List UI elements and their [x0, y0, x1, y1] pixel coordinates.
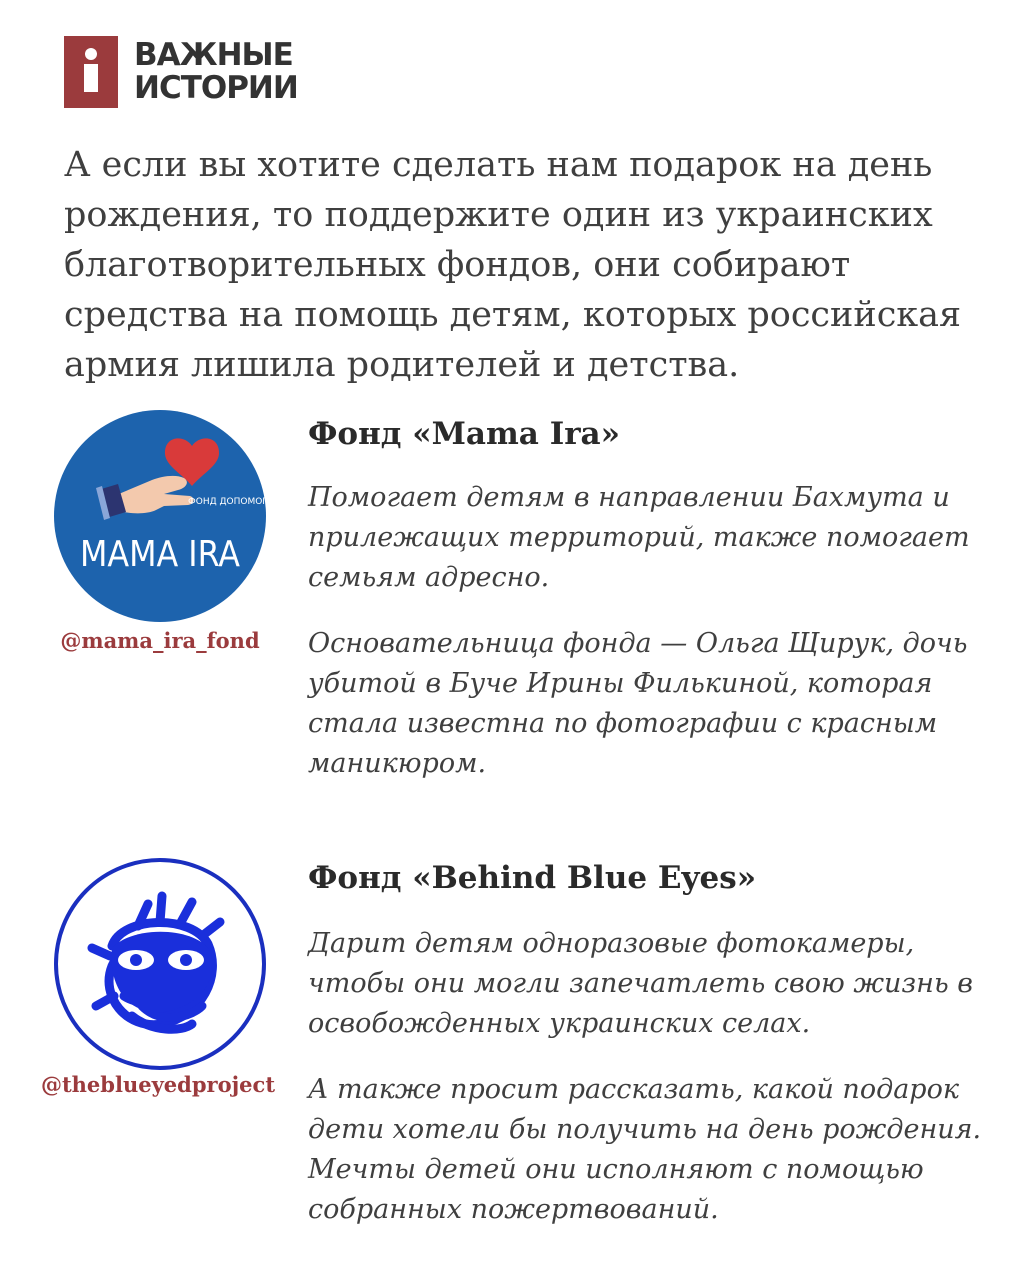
mama-ira-logo-small: ФОНД ДОПОМОГИ ДІТЯМ: [188, 497, 307, 507]
mama-ira-logo-text: MAMA IRA: [80, 534, 240, 575]
intro-text: А если вы хотите сделать нам подарок на день рождения, то поддержите один из украинских благотворительных фондов, они собирают средства на помощь детям, которых российская армия лишила родителей и детства.: [64, 145, 962, 385]
mama-ira-title: Фонд «Mama Ira»: [308, 416, 620, 452]
blue-eyes-paragraph-1: Дарит детям одноразовые фотокамеры, чтобы они могли запечатлеть свою жизнь в освобожденных украинских селах.: [308, 928, 973, 1039]
blue-eyes-avatar[interactable]: [52, 856, 268, 1072]
mama-ira-handle[interactable]: @mama_ira_fond: [60, 628, 260, 653]
mama-ira-avatar[interactable]: [52, 408, 307, 624]
brand-line-2: ИСТОРИИ: [134, 70, 298, 106]
mama-ira-paragraph-2: Основательница фонда — Ольга Щирук, дочь убитой в Буче Ирины Филькиной, которая стала известна по фотографии с красным маникюром.: [308, 628, 968, 779]
brand-logo: [64, 36, 298, 108]
mama-ira-paragraph-1: Помогает детям в направлении Бахмута и прилежащих территорий, также помогает семьям адресно.: [308, 482, 970, 593]
blue-eyes-handle[interactable]: @theblueyedproject: [40, 1072, 276, 1097]
brand-name: [134, 39, 298, 105]
brand-line-1: ВАЖНЫЕ: [134, 37, 293, 73]
brand-mark-icon: [64, 36, 118, 108]
blue-eyes-paragraph-2: А также просит рассказать, какой подарок дети хотели бы получить на день рождения. Мечты детей они исполняют с помощью собранных пожертвований.: [308, 1074, 982, 1225]
blue-eyes-title: Фонд «Behind Blue Eyes»: [308, 860, 757, 896]
